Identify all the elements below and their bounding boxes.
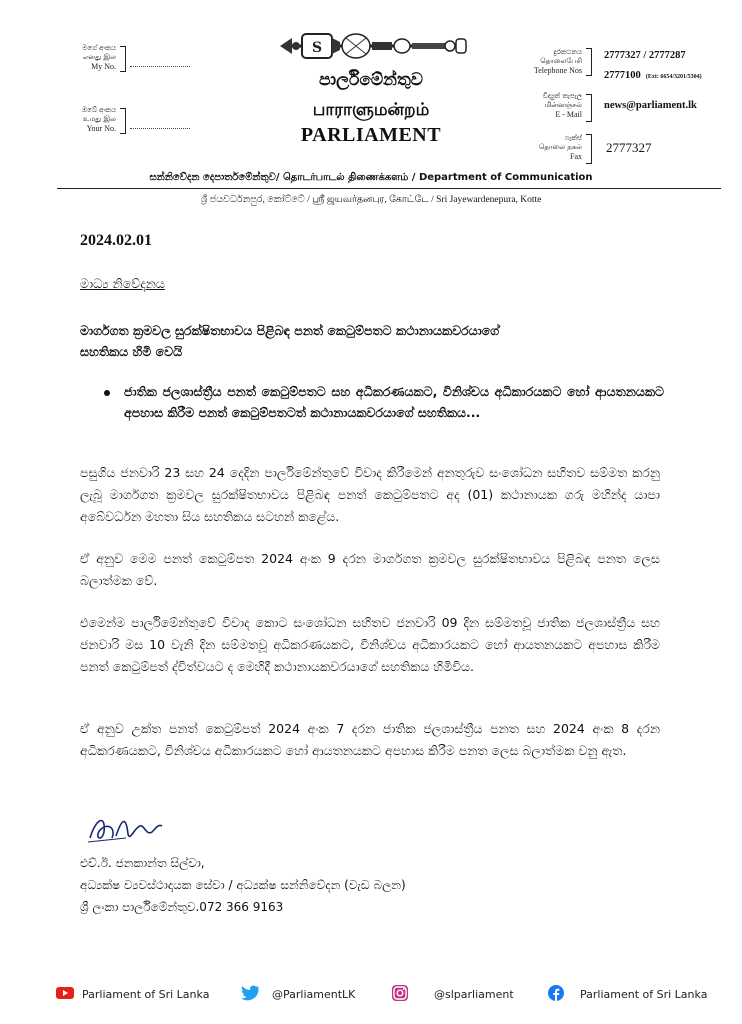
- telephone-line2-row: [604, 63, 702, 82]
- bullet-text: ජාතික ජලශාස්ත්‍රීය පනත් කෙටුම්පතට සහ අධිකරණයකට, විනිශ්චය අධිකාරයකට හෝ ආයතනයකට අපහාස කිරීම පනත් කෙටුම්පතටත් කථානායකවරයාගේ සහතිකය...: [124, 384, 664, 420]
- parliament-mace-emblem: [278, 28, 472, 64]
- my-no-field: [130, 66, 190, 67]
- footer-facebook[interactable]: Parliament of Sri Lanka: [580, 988, 708, 1001]
- email-value[interactable]: news@parliament.lk: [604, 100, 697, 111]
- youtube-icon[interactable]: [56, 986, 74, 1000]
- paragraph-1: පසුගිය ජනවාරි 23 සහ 24 දෙදින පාර්ලිමේන්තුවේ විවාද කිරීමෙන් අනතුරුව සංශෝධන සහිතව සම්මත කරනු ලැබූ මාර්ගගත ක්‍රමවල සුරක්ෂිතභාවය පිළිබඳ පනත් කෙටුම්පතට අද (01) කථානායක ගරු මහින්ද යාපා අබේවර්ධන මහතා සිය සහතිකය සටහන් කළේය.: [80, 465, 660, 524]
- your-no-field: [130, 128, 190, 129]
- bullet-icon: [104, 390, 110, 396]
- my-no-label: [52, 44, 116, 71]
- fax-bracket: [586, 134, 592, 164]
- telephone-line2: 2777100: [604, 70, 641, 81]
- instagram-icon[interactable]: [392, 985, 408, 1001]
- email-label-ta: மின்னஞ்சல்: [544, 101, 582, 109]
- your-no-label-si: ඔබේ අංකය: [82, 106, 116, 114]
- my-no-label-ta: எனது இல: [82, 53, 116, 61]
- fax-label-si: ෆැක්ස්: [564, 134, 582, 142]
- title-english: PARLIAMENT: [300, 124, 442, 146]
- telephone-line1: 2777327 / 2777287: [604, 50, 686, 61]
- paragraph-3: එමෙන්ම පාර්ලිමේන්තුවේ විවාද කොට සංශෝධන සහිතව ජනවාරි 09 දින සම්මතවූ ජාතික ජලශාස්ත්‍රීය සහ ජනවාරි මස 10 වැනි දින සම්මතවූ අධිකරණයකට, විනිශ්චය අධිකාරයකට හෝ ආයතනයකට අපහාස කිරීම පනත් කෙටුම්පත් ද්විත්වයට ද මෙහිදී කථානායකවරයාගේ සහතිකය හිමිවිය.: [80, 615, 660, 674]
- facebook-icon[interactable]: [548, 985, 564, 1001]
- document-heading: [80, 320, 680, 362]
- twitter-icon[interactable]: [240, 984, 260, 1002]
- document-date: 2024.02.01: [80, 232, 152, 249]
- fax-label: [508, 134, 582, 161]
- fax-label-ta: தொலை நகல்: [538, 143, 582, 151]
- your-no-label-en: Your No.: [86, 124, 116, 133]
- signature-block: [80, 852, 406, 918]
- telephone-bracket: [586, 48, 592, 76]
- heading-line-1: මාර්ගගත ක්‍රමවල සුරක්ෂිතභාවය පිළිබඳ පනත් කෙටුම්පතට කථානායකවරයාගේ: [80, 323, 500, 338]
- my-no-bracket: [120, 46, 126, 72]
- signatory-name: එච්.ඊ. ජනකාන්ත සිල්වා,: [80, 856, 205, 870]
- paragraph-4: ඒ අනුව උක්ත පනත් කෙටුම්පත් 2024 අංක 7 දරන ජාතික ජලශාස්ත්‍රීය පනත සහ 2024 අංක 8 දරන අධිකරණයකට, විනිශ්චය අධිකාරයකට හෝ ආයතනයකට අපහාස කිරීම පනත ලෙස බලාත්මක වනු ඇත.: [80, 721, 660, 758]
- your-no-label-ta: உமது இல: [83, 115, 116, 123]
- signatory-title: අධ්‍යක්ෂ ව්‍යවස්ථාදායක සේවා / අධ්‍යක්ෂ සන්නිවේදන (වැඩ බලන): [80, 878, 406, 892]
- heading-line-2: සහතිකය හිමි වෙයි: [80, 344, 183, 359]
- department-line: සන්නිවේදන දෙපාර්තමේන්තුව/ தொடர்பாடல் திணைக்களம் / Department of Communication: [149, 172, 593, 183]
- my-no-label-en: My No.: [91, 62, 116, 71]
- signatory-org-phone: ශ්‍රී ලංකා පාර්ලිමේන්තුව.072 366 9163: [80, 900, 284, 914]
- paragraph-2: ඒ අනුව මෙම පනත් කෙටුම්පත 2024 අංක 9 දරන මාර්ගගත ක්‍රමවල සුරක්ෂිතභාවය පිළිබඳ පනත ලෙස බලාත්මක වේ.: [80, 551, 660, 588]
- svg-text:S: S: [311, 40, 323, 56]
- title-sinhala: පාර්ලිමේන්තුව: [319, 70, 423, 90]
- footer-instagram[interactable]: @slparliament: [434, 988, 514, 1001]
- telephone-label-en: Telephone Nos: [533, 66, 582, 75]
- email-label-en: E - Mail: [555, 110, 582, 119]
- your-no-bracket: [120, 108, 126, 134]
- telephone-ext: (Ext: 6654/3201/5304): [645, 74, 702, 80]
- header-rule: [57, 188, 721, 189]
- handwritten-signature: [86, 808, 166, 848]
- fax-value: 2777327: [606, 140, 652, 155]
- my-no-label-si: මගේ අංකය: [82, 44, 116, 52]
- fax-label-en: Fax: [570, 152, 582, 161]
- title-tamil: பாராளுமன்றம்: [312, 100, 430, 120]
- footer-youtube[interactable]: Parliament of Sri Lanka: [82, 988, 210, 1001]
- telephone-label: [508, 48, 582, 75]
- email-label-si: විද්‍යුත් තැපැල: [542, 92, 582, 100]
- media-release-label: මාධ්‍ය නිවේදනය: [80, 276, 165, 291]
- email-bracket: [586, 94, 592, 122]
- telephone-label-si: දුරකථනය: [553, 48, 582, 56]
- footer-twitter[interactable]: @ParliamentLK: [272, 988, 356, 1001]
- your-no-label: [52, 106, 116, 133]
- telephone-label-ta: தொலைபேசி: [540, 57, 582, 65]
- address-line: ශ්‍රී ජයවර්ධනපුර, කෝට්ටේ / ஸ்ரீ ஜயவர்தனபுர, கோட்டே / Sri Jayewardenepura, Kotte: [200, 195, 542, 205]
- email-label: [508, 92, 582, 119]
